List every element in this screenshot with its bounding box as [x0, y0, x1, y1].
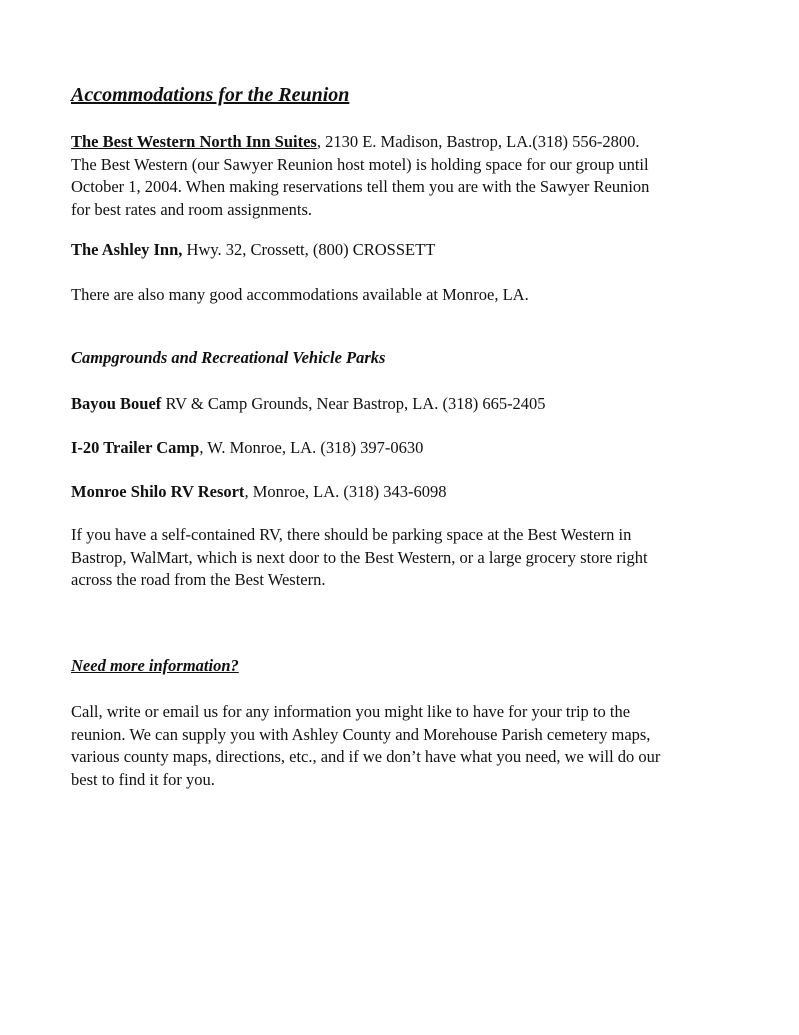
best-western-line-1 — [71, 131, 751, 154]
rv-parking-line-3: across the road from the Best Western. — [71, 570, 326, 589]
best-western-details: , 2130 E. Madison, Bastrop, LA.(318) 556-2800. — [316, 132, 640, 151]
ashley-inn-details: Hwy. 32, Crossett, (800) CROSSETT — [182, 240, 436, 259]
ashley-inn-paragraph — [71, 239, 751, 262]
info-line-2: reunion. We can supply you with Ashley County and Morehouse Parish cemetery maps, — [71, 724, 651, 744]
rv-parking-line-2: Bastrop, WalMart, which is next door to the Best Western, or a large grocery store right — [71, 547, 648, 567]
monroe-shilo-details: , Monroe, LA. (318) 343-6098 — [244, 482, 447, 501]
i20-trailer-paragraph — [71, 437, 751, 460]
campgrounds-heading: Campgrounds and Recreational Vehicle Parks — [71, 348, 386, 367]
rv-parking-paragraph — [71, 524, 751, 592]
best-western-paragraph — [71, 131, 751, 221]
info-line-1: Call, write or email us for any information you might like to have for your trip to the — [71, 702, 631, 721]
i20-trailer-details: , W. Monroe, LA. (318) 397-0630 — [199, 438, 424, 457]
ashley-inn-name: The Ashley Inn, — [71, 240, 183, 259]
monroe-shilo-paragraph — [71, 481, 751, 504]
i20-trailer-name: I-20 Trailer Camp — [71, 438, 200, 457]
best-western-line-3: October 1, 2004. When making reservations tell them you are with the Sawyer Reunion — [71, 177, 650, 196]
rv-parking-line-1: If you have a self-contained RV, there should be parking space at the Best Western in — [71, 525, 632, 544]
bayou-bouef-name: Bayou Bouef — [71, 394, 162, 413]
monroe-shilo-name: Monroe Shilo RV Resort — [71, 482, 245, 501]
best-western-line-4: for best rates and room assignments. — [71, 199, 313, 219]
info-line-4: best to find it for you. — [71, 769, 215, 789]
bayou-bouef-details: RV & Camp Grounds, Near Bastrop, LA. (318) 665-2405 — [161, 394, 546, 413]
info-paragraph — [71, 701, 751, 791]
need-info-heading: Need more information? — [71, 656, 239, 675]
accommodations-heading: Accommodations for the Reunion — [71, 84, 350, 106]
bayou-bouef-paragraph — [71, 393, 751, 416]
best-western-line-2: The Best Western (our Sawyer Reunion host motel) is holding space for our group until — [71, 154, 649, 174]
best-western-name: The Best Western North Inn Suites — [71, 132, 317, 151]
monroe-accommodations-note: There are also many good accommodations available at Monroe, LA. — [71, 285, 529, 304]
info-line-3: various county maps, directions, etc., and if we don’t have what you need, we will do our — [71, 747, 661, 766]
